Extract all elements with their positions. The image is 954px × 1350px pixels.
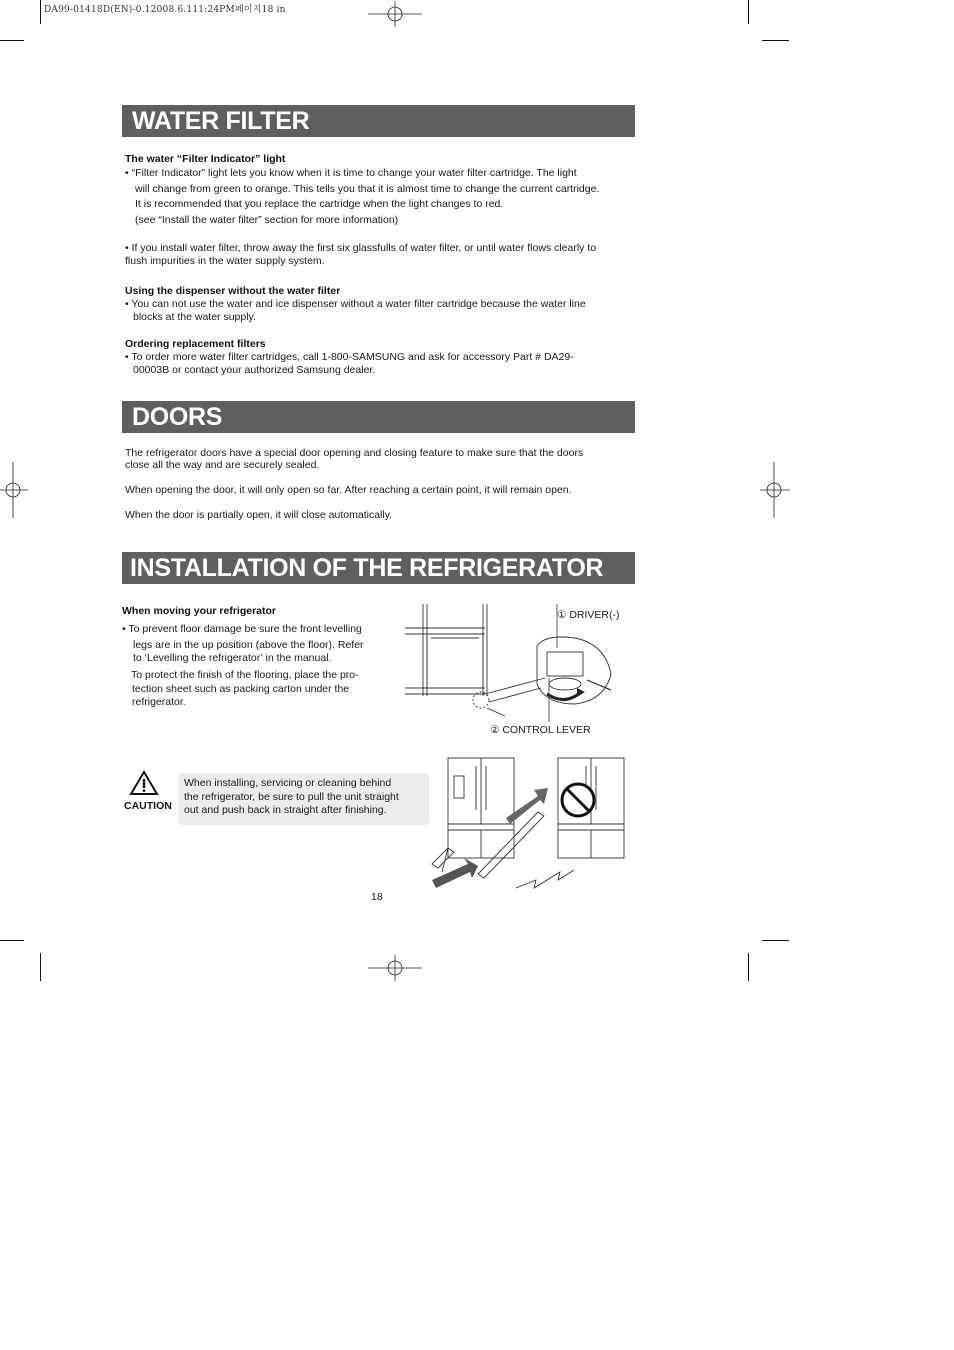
doors-paragraph: The refrigerator doors have a special door opening and closing feature to make sure that the doors	[125, 447, 584, 459]
water-filter-title: WATER FILTER	[132, 107, 310, 135]
water-filter-title-bar	[122, 105, 635, 137]
moving-refrigerator-illustration	[428, 754, 632, 896]
crop-mark	[762, 40, 789, 41]
doors-paragraph: When opening the door, it will only open so far. After reaching a certain point, it will remain open.	[125, 484, 572, 496]
driver-label: ① DRIVER(-)	[557, 609, 620, 621]
ordering-line: • To order more water filter cartridges, call 1-800-SAMSUNG and ask for accessory Part # DA29-	[125, 351, 574, 363]
moving-line: legs are in the up position (above the floor). Refer	[133, 639, 364, 651]
registration-mark-icon	[368, 1, 422, 27]
moving-heading: When moving your refrigerator	[122, 605, 277, 617]
dispenser-line: • You can not use the water and ice dispenser without a water filter cartridge because the water line	[125, 298, 586, 310]
indicator-line: (see “Install the water filter” section for more information)	[135, 214, 399, 226]
crop-mark	[762, 940, 789, 941]
doors-paragraph: When the door is partially open, it will close automatically.	[125, 509, 393, 521]
doors-title: DOORS	[132, 403, 223, 431]
caution-box	[178, 773, 429, 825]
indicator-line: will change from green to orange. This tells you that it is almost time to change the current cartridge.	[135, 183, 600, 195]
caution-line: When installing, servicing or cleaning behind	[184, 777, 392, 789]
installation-title: INSTALLATION OF THE REFRIGERATOR	[130, 554, 604, 582]
registration-mark-icon	[760, 462, 790, 518]
control-lever-label: ② CONTROL LEVER	[490, 724, 591, 736]
install-line: • If you install water filter, throw away the first six glassfulls of water filter, or until water flows clearly to	[125, 242, 597, 254]
indicator-heading: The water “Filter Indicator” light	[125, 153, 286, 165]
dispenser-line: blocks at the water supply.	[133, 311, 256, 323]
crop-mark	[0, 940, 24, 941]
caution-line: out and push back in straight after finishing.	[184, 804, 387, 816]
registration-mark-icon	[368, 955, 422, 981]
installation-title-bar	[122, 552, 635, 584]
page-number: 18	[371, 891, 383, 903]
ordering-heading: Ordering replacement filters	[125, 338, 266, 350]
ordering-line: 00003B or contact your authorized Samsung dealer.	[133, 364, 376, 376]
crop-mark	[0, 40, 24, 41]
moving-line: To protect the finish of the flooring, place the pro-	[131, 669, 359, 681]
file-header: DA99-01418D(EN)-0.12008.6.111:24PM페이지18 in	[44, 5, 286, 15]
doors-paragraph: close all the way and are securely sealed.	[125, 459, 320, 471]
moving-line: tection sheet such as packing carton under the	[132, 683, 350, 695]
caution-line: the refrigerator, be sure to pull the unit straight	[184, 791, 399, 803]
warning-triangle-icon	[129, 770, 159, 796]
crop-mark	[40, 953, 41, 981]
doors-title-bar	[122, 401, 635, 433]
moving-line: • To prevent floor damage be sure the front levelling	[122, 623, 362, 635]
indicator-line: • “Filter Indicator” light lets you know when it is time to change your water filter cartridge. The light	[125, 167, 577, 179]
crop-mark	[40, 0, 41, 24]
dispenser-heading: Using the dispenser without the water filter	[125, 285, 341, 297]
caution-label: CAUTION	[124, 800, 172, 812]
moving-line: to ‘Levelling the refrigerator’ in the manual.	[133, 652, 332, 664]
crop-mark	[748, 0, 749, 24]
indicator-line: It is recommended that you replace the cartridge when the light changes to red.	[135, 198, 504, 210]
registration-mark-icon	[0, 462, 28, 518]
moving-line: refrigerator.	[132, 696, 186, 708]
crop-mark	[748, 953, 749, 981]
install-line: flush impurities in the water supply system.	[125, 255, 325, 267]
